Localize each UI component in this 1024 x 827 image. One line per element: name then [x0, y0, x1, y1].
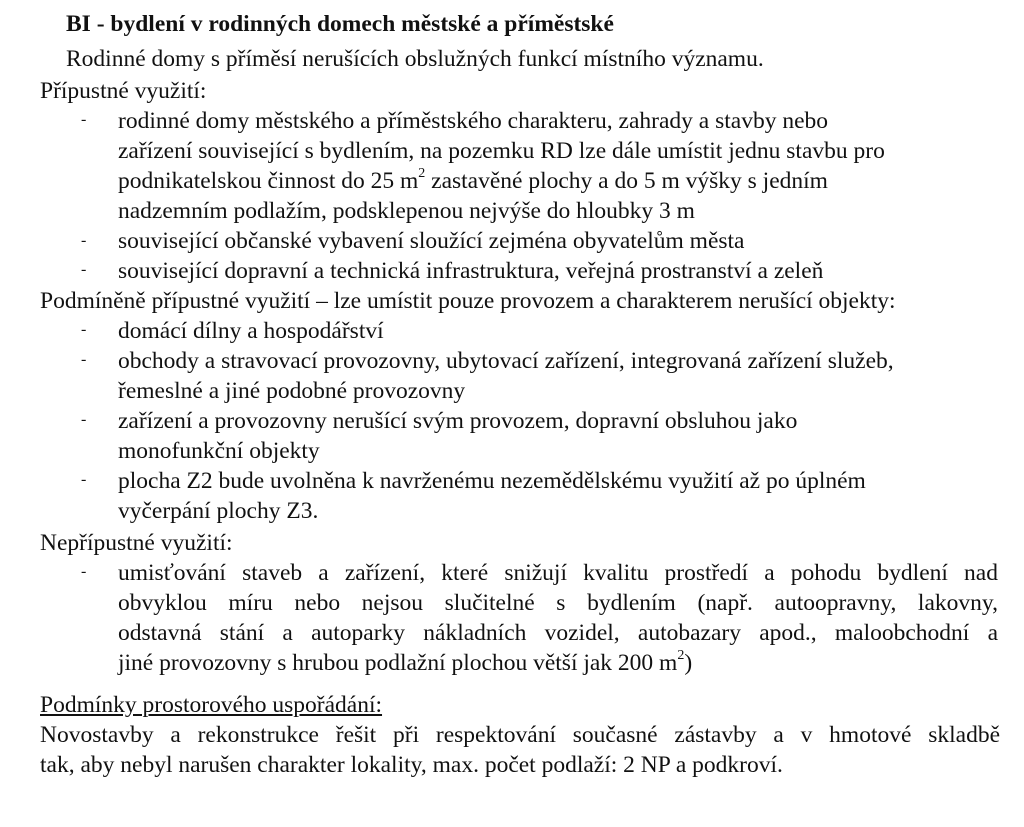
conditional-item-4: [118, 466, 998, 526]
text-line: vyčerpání plochy Z3.: [118, 498, 319, 524]
bullet-dash: -: [81, 321, 87, 338]
section-heading: BI - bydlení v rodinných domech městské a příměstské: [66, 11, 614, 37]
text-fragment: zastavěné plochy a do 5 m výšky s jedním: [425, 168, 828, 194]
bullet-dash: -: [81, 351, 87, 368]
text-line: obvyklou míru nebo nejsou slučitelné s bydlením (např. autoopravny, lakovny,: [118, 590, 998, 616]
forbidden-use-label: Nepřípustné využití:: [40, 530, 233, 556]
bullet-dash: -: [81, 111, 87, 128]
bullet-dash: -: [81, 411, 87, 428]
text-line: obchody a stravovací provozovny, ubytovací zařízení, integrovaná zařízení služeb,: [118, 348, 894, 374]
text-line: Novostavby a rekonstrukce řešit při respektování současné zástavby a v hmotové skladbě: [40, 722, 1000, 748]
permitted-item-3: [118, 256, 998, 286]
bullet-dash: -: [81, 232, 87, 249]
text-line: monofunkční objekty: [118, 438, 320, 464]
conditional-item-1: [118, 316, 998, 346]
permitted-use-label: Přípustné využití:: [40, 78, 207, 104]
text-fragment: ): [684, 650, 693, 676]
text-fragment: jiné provozovny s hrubou podlažní plochou větší jak 200 m: [118, 650, 678, 676]
text-line: zařízení a provozovny nerušící svým provozem, dopravní obsluhou jako: [118, 408, 798, 434]
conditional-item-3: [118, 406, 998, 466]
text-line: umisťování staveb a zařízení, které snižují kvalitu prostředí a pohodu bydlení nad: [118, 560, 998, 586]
conditional-item-2: [118, 346, 998, 406]
section-subheading: Rodinné domy s příměsí nerušících obslužných funkcí místního významu.: [66, 46, 764, 72]
conditional-use-label: Podmíněně přípustné využití – lze umístit pouze provozem a charakterem nerušící objekty:: [40, 288, 896, 314]
text-line: tak, aby nebyl narušen charakter lokality, max. počet podlaží: 2 NP a podkroví.: [40, 752, 783, 778]
text-line: řemeslné a jiné podobné provozovny: [118, 378, 466, 404]
text-line: odstavná stání a autoparky nákladních vozidel, autobazary apod., maloobchodní a: [118, 620, 998, 646]
text-line: [118, 648, 998, 678]
text-line: plocha Z2 bude uvolněna k navrženému nezemědělskému využití až po úplném: [118, 468, 866, 494]
text-line: související občanské vybavení sloužící zejména obyvatelům města: [118, 228, 745, 254]
superscript: 2: [418, 166, 426, 182]
bullet-dash: -: [81, 471, 87, 488]
permitted-item-2: [118, 226, 998, 256]
text-line: [118, 166, 998, 196]
bullet-dash: -: [81, 261, 87, 278]
forbidden-item-1: [118, 558, 998, 678]
spatial-conditions-label: Podmínky prostorového uspořádání:: [40, 692, 383, 718]
text-line: domácí dílny a hospodářství: [118, 318, 384, 344]
superscript: 2: [677, 648, 685, 664]
permitted-item-1: [118, 106, 998, 226]
spatial-conditions-text: [40, 720, 1000, 780]
text-line: nadzemním podlažím, podsklepenou nejvýše do hloubky 3 m: [118, 198, 695, 224]
text-line: související dopravní a technická infrastruktura, veřejná prostranství a zeleň: [118, 258, 824, 284]
text-line: rodinné domy městského a příměstského charakteru, zahrady a stavby nebo: [118, 108, 829, 134]
bullet-dash: -: [81, 563, 87, 580]
text-fragment: podnikatelskou činnost do 25 m: [118, 168, 419, 194]
text-line: zařízení související s bydlením, na pozemku RD lze dále umístit jednu stavbu pro: [118, 138, 885, 164]
